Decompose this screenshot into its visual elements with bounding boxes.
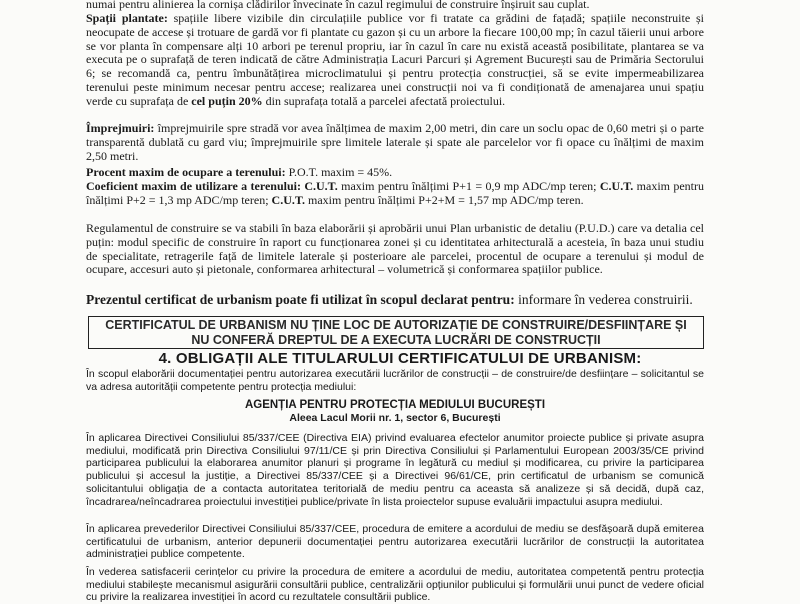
scop-label: Prezentul certificat de urbanism poate fi utilizat în scopul declarat pentru: xyxy=(86,292,515,307)
top-line: numai pentru alinierea la cornișa clădirilor învecinate în cazul regimului de construire înșiruit sau cuplat. xyxy=(86,0,590,11)
warning-line-2: NU CONFERĂ DREPTUL DE A EXECUTA LUCRĂRI DE CONSTRUCȚII xyxy=(191,333,601,347)
directive-paragraph-1: În aplicarea Directivei Consiliului 85/337/CEE (Directiva EIA) privind evaluarea efectelor anumitor proiecte publice și private asupra mediului, modificată prin Directiva Consiliului 97/11/CE și prin Directiva Consiliului și Parlamentului European 2003/35/CE privind participarea publicului la elaborarea anumitor planuri și programe în legătură cu mediul și modificarea, cu privire la participarea publicului și accesul la justiție, a Directivei 85/337/CEE și a Directivei 96/61/CE, prin certificatul de urbanism se comunică solicitantului obligația de a contacta autoritatea teritorială de mediu pentru ca aceasta să analizeze și să decidă, după caz, încadrarea/neîncadrarea proiectului investiției publice/private în lista proiectelor supuse evaluării impactului asupra mediului. xyxy=(86,432,704,508)
imprejmuiri-paragraph: Împrejmuiri: împrejmuirile spre stradă vor avea înălțimea de maxim 2,00 metri, din care un soclu opac de 0,60 metri și o parte transparentă dublată cu gard viu; împrejmuirile spre limitele laterale și spate ale parcelelor vor fi opace cu înălțimi de maxim 2,50 metri. xyxy=(86,121,704,163)
agency-name: AGENȚIA PENTRU PROTECȚIA MEDIULUI BUCUREȘTI xyxy=(244,399,546,411)
section-4-intro: În scopul elaborării documentației pentru autorizarea executării lucrărilor de construcții – de construire/de desființare – solicitantul se va adresa autorității competente pentru protecția mediului: xyxy=(86,368,704,393)
spatii-bold: cel puțin 20% xyxy=(191,93,263,108)
directive-paragraph-3: În vederea satisfacerii cerințelor cu privire la procedura de emitere a acordului de mediu, autoritatea competentă pentru protecția mediului stabilește mecanismul asigurării consultării publice, centralizării opțiunilor publicului și formulării unui punct de vedere oficial cu privire la realizarea investiției în acord cu rezultatele consultării publice. xyxy=(86,566,704,604)
pot-line: Procent maxim de ocupare a terenului: P.O.T. maxim = 45%. xyxy=(86,165,393,179)
imprejmuiri-label: Împrejmuiri: xyxy=(86,121,155,135)
spatii-label: Spații plantate: xyxy=(86,11,168,25)
agency-address: Aleea Lacul Morii nr. 1, sector 6, București xyxy=(289,412,501,424)
regulament-paragraph: Regulamentul de construire se va stabili în baza elaborării și aprobării unui Plan urbanistic de detaliu (P.U.D.) care va detalia cel puțin: modul specific de construire în raport cu funcționarea zonei și cu identitatea arhitecturală a acesteia, în baza unui studiu de specialitate, retragerile față de limitele laterale și posterioare ale parcelei, procentul de ocupare a terenului și modul de ocupare, accesuri auto și pietonale, conformarea arhitectural – volumetrică și conformarea spațiilor publice. xyxy=(86,221,704,277)
pot-label: Procent maxim de ocupare a terenului: xyxy=(86,165,286,179)
warning-box xyxy=(88,316,704,349)
scop-line: Prezentul certificat de urbanism poate fi utilizat în scopul declarat pentru: informare în vederea construirii. xyxy=(86,292,693,307)
spatii-plantate-paragraph: Spații plantate: spațiile libere vizibile din circulațiile publice vor fi tratate ca grădini de fațadă; spațiile neconstruite și neocupate de accese și trotuare de gardă vor fi plantate cu gazon și cu un arbore la fiecare 100,00 mp; în cazul tăierii unui arbore se vor planta în compensare alți 10 arbori pe terenul propriu, iar în cazul în care nu există această posibilitate, plantarea se va executa pe o suprafață de teren indicată de către Administrația Lacuri Parcuri și Agrement București sau de Primăria Sectorului 6; se recomandă ca, pentru îmbunătățirea microclimatului și pentru protecția construcției, să se evite impermeabilizarea terenului peste minimum necesar pentru accese; realizarea unei construcții noi va fi condiționată de amenajarea unui spațiu verde cu suprafața de cel puțin 20% din suprafața totală a parcelei afectată proiectului. xyxy=(86,11,704,108)
warning-line-1: CERTIFICATUL DE URBANISM NU ȚINE LOC DE AUTORIZAȚIE DE CONSTRUIRE/DESFIINȚARE ȘI xyxy=(105,318,687,332)
cut-label: Coeficient maxim de utilizare a terenului: xyxy=(86,179,301,193)
section-4-title: 4. OBLIGAȚII ALE TITULARULUI CERTIFICATULUI DE URBANISM: xyxy=(158,350,642,367)
cut-paragraph: Coeficient maxim de utilizare a terenului: C.U.T. maxim pentru înălțimi P+1 = 0,9 mp ADC/mp teren; C.U.T. maxim pentru înălțimi P+2 = 1,3 mp ADC/mp teren; C.U.T. maxim pentru înălțimi P+2+M = 1,57 mp ADC/mp teren. xyxy=(86,179,705,207)
directive-paragraph-2: În aplicarea prevederilor Directivei Consiliului 85/337/CEE, procedura de emitere a acordului de mediu se desfășoară după emiterea certificatului de urbanism, anterior depunerii documentației pentru autorizarea executării lucrărilor de construcții la autoritatea administrației publice competente. xyxy=(86,523,704,561)
